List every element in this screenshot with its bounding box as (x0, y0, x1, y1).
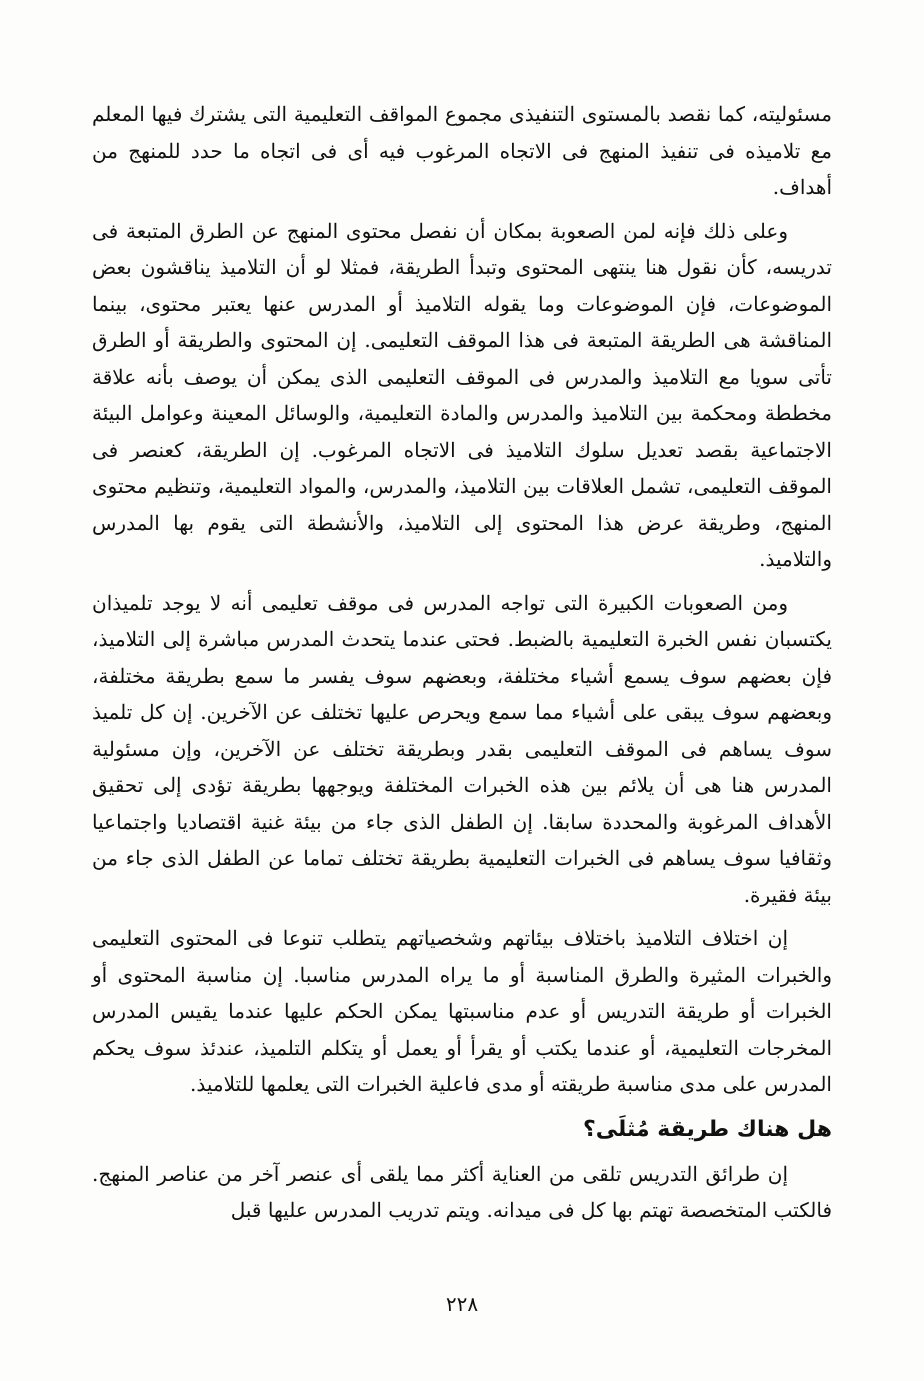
page-body (92, 96, 832, 1236)
page-number: ٢٢٨ (445, 1292, 479, 1316)
paragraph-1: مسئوليته، كما نقصد بالمستوى التنفيذى مجموع المواقف التعليمية التى يشترك فيها المعلم مع تلاميذه فى تنفيذ المنهج فى الاتجاه المرغوب فيه أى فى اتجاه ما حدد للمنهج من أهداف. (92, 102, 832, 199)
paragraph-3: ومن الصعوبات الكبيرة التى تواجه المدرس فى موقف تعليمى أنه لا يوجد تلميذان يكتسبان نفس الخبرة التعليمية بالضبط. فحتى عندما يتحدث المدرس مباشرة إلى التلاميذ، فإن بعضهم سوف يسمع أشياء مختلفة، وبعضهم سوف يفسر ما سمع بطريقة مختلفة، وبعضهم سوف يبقى على أشياء مما سمع ويحرص عليها تختلف عن الآخرين. إن كل تلميذ سوف يساهم فى الموقف التعليمى بقدر وبطريقة تختلف عن الآخرين، وإن مسئولية المدرس هنا هى أن يلائم بين هذه الخبرات المختلفة ويوجهها بطريقة تؤدى إلى تحقيق الأهداف المرغوبة والمحددة سابقا. إن الطفل الذى جاء من بيئة غنية اقتصاديا واجتماعيا وثقافيا سوف يساهم فى الخبرات التعليمية بطريقة تختلف تماما عن الطفل الذى جاء من بيئة فقيرة. (92, 590, 832, 907)
paragraph-2: وعلى ذلك فإنه لمن الصعوبة بمكان أن نفصل محتوى المنهج عن الطرق المتبعة فى تدريسه، كأن نقول هنا ينتهى المحتوى وتبدأ الطريقة، فمثلا لو أن التلاميذ يناقشون بعض الموضوعات، فإن الموضوعات وما يقوله التلاميذ أو المدرس عنها يعتبر محتوى، بينما المناقشة هى الطريقة المتبعة فى هذا الموقف التعليمى. إن المحتوى والطريقة أو الطرق تأتى سويا مع التلاميذ والمدرس فى الموقف التعليمى الذى يمكن أن يوصف بأنه علاقة مخططة ومحكمة بين التلاميذ والمدرس والمادة التعليمية، والوسائل المعينة وعوامل البيئة الاجتماعية بقصد تعديل سلوك التلاميذ فى الاتجاه المرغوب. إن الطريقة، كعنصر فى الموقف التعليمى، تشمل العلاقات بين التلاميذ، والمدرس، والمواد التعليمية، وتنظيم محتوى المنهج، وطريقة عرض هذا المحتوى إلى التلاميذ، والأنشطة التى يقوم بها المدرس والتلاميذ. (92, 218, 833, 571)
section-heading: هل هناك طريقة مُثلَى؟ (583, 1116, 832, 1142)
paragraph-4: إن اختلاف التلاميذ باختلاف بيئاتهم وشخصياتهم يتطلب تنوعا فى المحتوى التعليمى والخبرات المثيرة والطرق المناسبة أو ما يراه المدرس مناسبا. إن مناسبة المحتوى أو الخبرات أو طريقة التدريس أو عدم مناسبتها يمكن الحكم عليها عندما يقيس المدرس المخرجات التعليمية، أو عندما يكتب أو يقرأ أو يعمل أو يتكلم التلميذ، عندئذ سوف يحكم المدرس على مدى مناسبة طريقته أو مدى فاعلية الخبرات التى يعلمها للتلاميذ. (92, 926, 832, 1096)
paragraph-5: إن طرائق التدريس تلقى من العناية أكثر مما يلقى أى عنصر آخر من عناصر المنهج. فالكتب المتخصصة تهتم بها كل فى ميدانه. ويتم تدريب المدرس عليها قبل (92, 1161, 832, 1222)
